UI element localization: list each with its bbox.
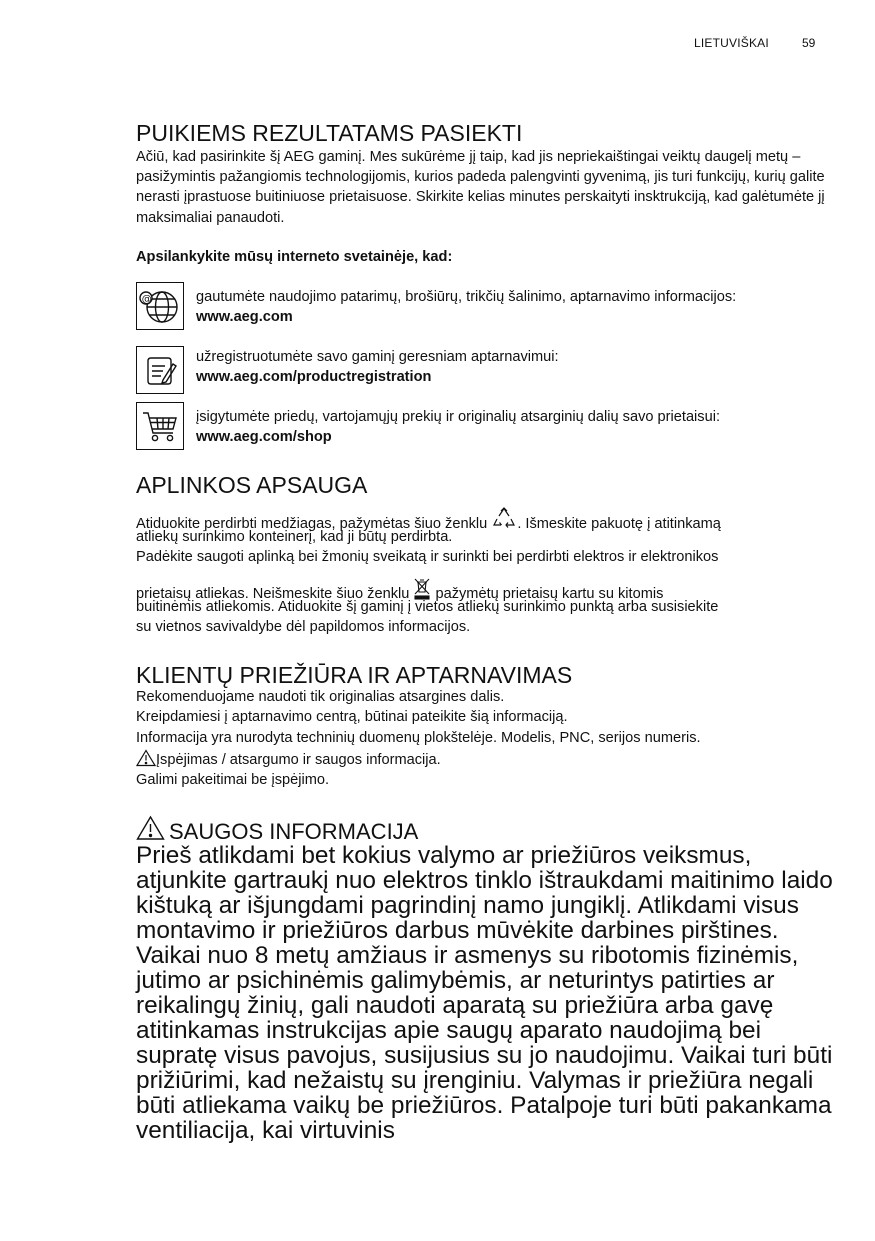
registration-form-icon xyxy=(136,346,184,394)
service-line-1: Rekomenduojame naudoti tik originalias atsargines dalis. xyxy=(136,689,505,705)
environment-line-4a: prietaisų atliekas. Neišmeskite šiuo ženklu xyxy=(136,586,410,602)
environment-line-4b: pažymėtų prietaisų kartu su kitomis xyxy=(435,586,664,602)
link-registration-url[interactable]: www.aeg.com/productregistration xyxy=(196,369,432,385)
link-shop xyxy=(196,407,720,447)
link-web xyxy=(196,287,736,327)
safety-title-text: SAUGOS INFORMACIJA xyxy=(169,819,419,844)
recycle-icon xyxy=(491,507,517,531)
visit-heading: Apsilankykite mūsų interneto svetainėje, kad: xyxy=(136,249,453,265)
environment-title: APLINKOS APSAUGA xyxy=(136,472,368,498)
shopping-cart-icon xyxy=(136,402,184,450)
service-line-2: Kreipdamiesi į aptarnavimo centrą, būtinai pateikite šią informaciją. xyxy=(136,709,568,725)
warning-icon xyxy=(136,749,156,767)
link-web-text: gautumėte naudojimo patarimų, brošiūrų, trikčių šalinimo, aptarnavimo informacijos: xyxy=(196,289,737,305)
environment-line-3: Padėkite saugoti aplinką bei žmonių sveikatą ir surinkti bei perdirbti elektros ir elektronikos xyxy=(136,549,719,565)
service-line-3: Informacija yra nurodyta techninių duomenų plokštelėje. Modelis, PNC, serijos numeris. xyxy=(136,730,701,746)
service-line-4-text: Įspėjimas / atsargumo ir saugos informacija. xyxy=(156,752,441,768)
page-number: 59 xyxy=(802,36,816,50)
safety-text: Prieš atlikdami bet kokius valymo ar priežiūros veiksmus, atjunkite gartraukį nuo elektros tinklo ištraukdami maitinimo laido kištuką ar išjungdami pagrindinį namo jungiklį. Atlikdami visus montavimo ir priežiūros darbus mūvėkite darbines pirštines. Vaikai nuo 8 metų amžiaus ir asmenys su ribotomis fizinėmis, jutimo ar psichinėmis galimybėmis, ar neturintys patirties ar reikalingų žinių, gali naudoti aparatą su priežiūra arba gavę atitinkamas instrukcijas apie saugų aparato naudojimą bei supratę visus pavojus, susijusius su jo naudojimu. Vaikai turi būti prižiūrimi, kad nežaistų su įrenginiu. Valymas ir priežiūra negali būti atliekama vaikų be priežiūros. Patalpoje turi būti pakankama ventiliacija, kai virtuvinis xyxy=(136,842,833,1144)
svg-text:@: @ xyxy=(141,293,152,305)
intro-paragraph: Ačiū, kad pasirinkite šį AEG gaminį. Mes sukūrėme jį taip, kad jis nepriekaištingai veiktų daugelį metų – pasižymintis pažangiomis technologijomis, kurios padeda palengvinti gyvenimą, jis turi funkcijų, kurių galite nerasti įprastuose buitiniuose prietaisuose. Skirkite kelias minutes perskaityti insktrukciją, kad galėtumėte jį maksimaliai panaudoti. xyxy=(136,149,825,226)
environment-line-1b: . Išmeskite pakuotę į atitinkamą xyxy=(517,516,721,532)
link-registration-text: užregistruotumėte savo gaminį geresniam aptarnavimui: xyxy=(196,349,559,365)
intro-title: PUIKIEMS REZULTATAMS PASIEKTI xyxy=(136,120,523,146)
link-registration xyxy=(196,347,559,387)
environment-line-6: su vietnos savivaldybe dėl papildomos informacijos. xyxy=(136,619,471,635)
web-globe-icon xyxy=(136,282,184,330)
link-shop-url[interactable]: www.aeg.com/shop xyxy=(196,429,332,445)
link-web-url[interactable]: www.aeg.com xyxy=(196,309,293,325)
link-shop-text: įsigytumėte priedų, vartojamųjų prekių ir originalių atsarginių dalių savo prietaisui: xyxy=(196,409,721,425)
service-line-4 xyxy=(136,749,441,770)
safety-warning-icon xyxy=(136,815,165,841)
environment-line-1a: Atiduokite perdirbti medžiagas, pažymėtas šiuo ženklu xyxy=(136,516,488,532)
service-line-5: Galimi pakeitimai be įspėjimo. xyxy=(136,772,330,788)
header-language: LIETUVIŠKAI xyxy=(694,36,769,50)
service-title: KLIENTŲ PRIEŽIŪRA IR APTARNAVIMAS xyxy=(136,662,573,688)
environment-line-2: atliekų surinkimo konteinerį, kad ji būtų perdirbta. xyxy=(136,529,453,545)
environment-line-5: buitinėmis atliekomis. Atiduokite šį gaminį į vietos atliekų surinkimo punktą arba susisiekite xyxy=(136,599,719,615)
